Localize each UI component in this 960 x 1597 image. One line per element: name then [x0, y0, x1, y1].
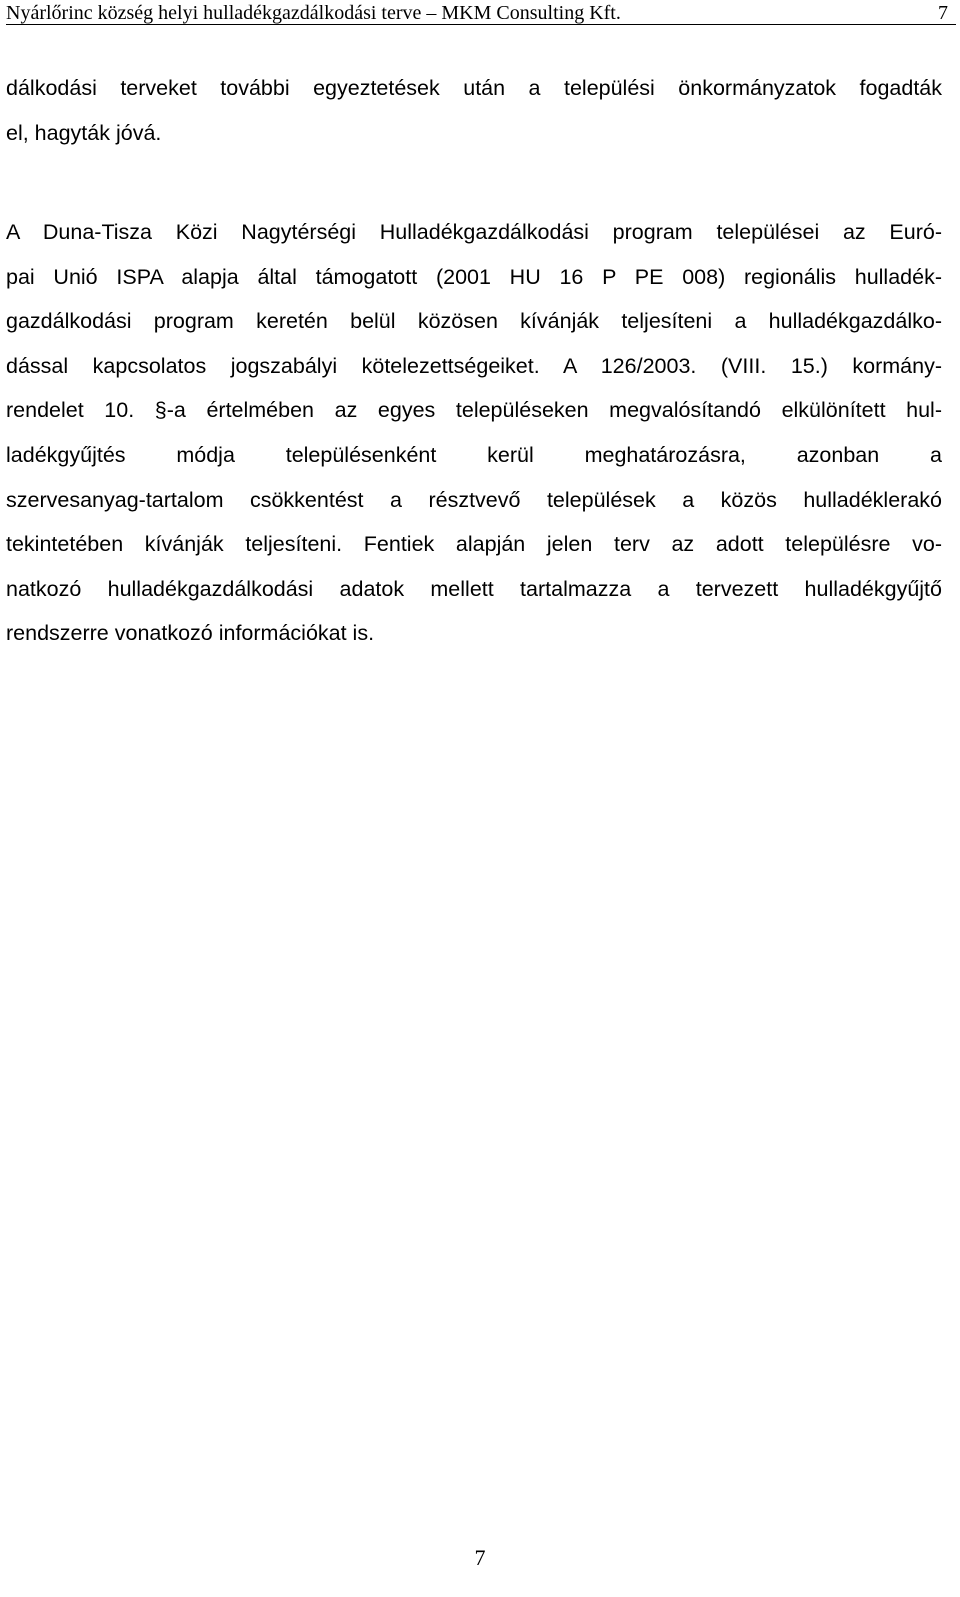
- text-line: tekintetében kívánják teljesíteni. Fentiek alapján jelen terv az adott településre vo-: [6, 532, 942, 557]
- text-line: pai Unió ISPA alapja által támogatott (2001 HU 16 P PE 008) regionális hulladék-: [6, 264, 942, 289]
- text-line: gazdálkodási program keretén belül közösen kívánják teljesíteni a hulladékgazdálko-: [6, 309, 942, 334]
- header-title: Nyárlőrinc község helyi hulladékgazdálkodási terve – MKM Consulting Kft.: [6, 2, 621, 24]
- text-line: rendszerre vonatkozó információkat is.: [6, 621, 375, 646]
- text-line: A Duna-Tisza Közi Nagytérségi Hulladékgazdálkodási program települései az Euró-: [6, 220, 942, 244]
- text-line: ladékgyűjtés módja településenként kerül meghatározásra, azonban a: [6, 442, 942, 467]
- paragraph-1: [6, 66, 942, 155]
- text-line: el, hagyták jóvá.: [6, 120, 162, 145]
- page-header: [6, 2, 956, 25]
- text-line: dással kapcsolatos jogszabályi kötelezettségeiket. A 126/2003. (VIII. 15.) kormány-: [6, 353, 942, 378]
- text-line: natkozó hulladékgazdálkodási adatok mellett tartalmazza a tervezett hulladékgyűjtő: [6, 576, 942, 601]
- header-page-number: 7: [938, 2, 948, 24]
- text-line: rendelet 10. §-a értelmében az egyes településeken megvalósítandó elkülönített hul-: [6, 398, 942, 423]
- text-line: szervesanyag-tartalom csökkentést a résztvevő települések a közös hulladéklerakó: [6, 487, 942, 512]
- text-line: dálkodási terveket további egyeztetések után a települési önkormányzatok fogadták: [6, 76, 942, 100]
- paragraph-2: [6, 210, 942, 656]
- footer-page-number: 7: [474, 1545, 486, 1570]
